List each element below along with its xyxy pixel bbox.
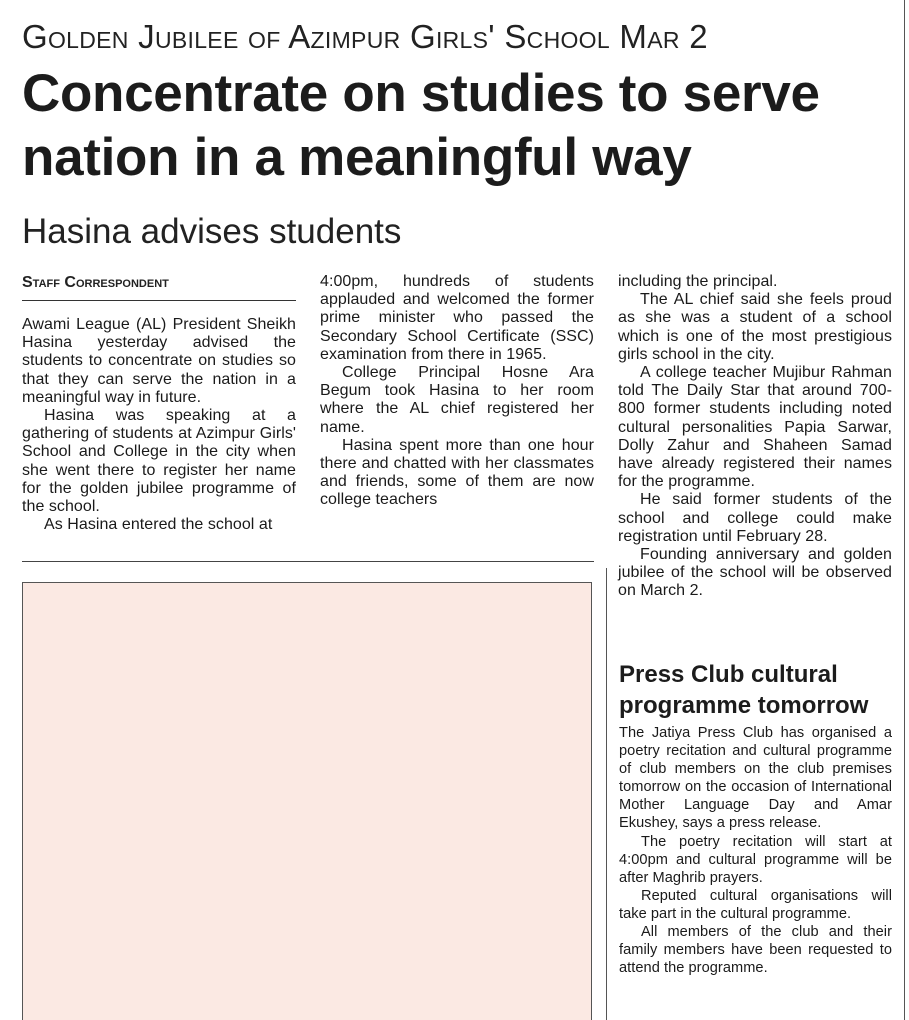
article-paragraph: The AL chief said she feels proud as she was a student of a school which is one of the most prestigious girls school in the city. bbox=[618, 291, 892, 363]
column-divider bbox=[606, 568, 607, 1020]
headline-line-2: nation in a meaningful way bbox=[22, 128, 692, 187]
sidebar-paragraph: The Jatiya Press Club has organised a poetry recitation and cultural programme of club members on the club premises tomorrow on the occasion of International Mother Language Day and Amar Ekushey, says a press release. bbox=[619, 725, 892, 832]
sidebar-paragraph: Reputed cultural organisations will take part in the cultural programme. bbox=[619, 887, 892, 922]
article-paragraph: 4:00pm, hundreds of students applauded and welcomed the former prime minister who passed the Secondary School Certificate (SSC) examination from there in 1965. bbox=[320, 273, 594, 363]
kicker-text: Golden Jubilee of Azimpur Girls' School Mar 2 bbox=[22, 18, 708, 55]
page-edge-rule bbox=[904, 0, 905, 1020]
sidebar-paragraph: The poetry recitation will start at 4:00pm and cultural programme will be after Maghrib prayers. bbox=[619, 833, 892, 886]
article-paragraph: Founding anniversary and golden jubilee of the school will be observed on March 2. bbox=[618, 546, 892, 600]
article-column-2 bbox=[320, 273, 594, 510]
article-paragraph: As Hasina entered the school at bbox=[44, 516, 273, 534]
article-column-3 bbox=[618, 273, 892, 601]
sidebar-headline-line-1: Press Club cultural bbox=[619, 661, 838, 688]
subheadline: Hasina advises students bbox=[22, 212, 402, 251]
byline bbox=[22, 274, 169, 292]
article-paragraph: Hasina spent more than one hour there and chatted with her classmates and friends, some of them are now college teachers bbox=[320, 436, 594, 509]
article-paragraph: He said former students of the school and college could make registration until February 28. bbox=[618, 491, 892, 545]
sidebar-headline bbox=[619, 659, 901, 721]
article-bottom-divider bbox=[22, 561, 594, 562]
sidebar-paragraph: All members of the club and their family members have been requested to attend the programme. bbox=[619, 924, 892, 977]
byline-divider bbox=[22, 300, 296, 301]
article-paragraph: Awami League (AL) President Sheikh Hasina yesterday advised the students to concentrate on studies so that they can serve the nation in a meaningful way in future. bbox=[22, 316, 296, 406]
sidebar-story-body bbox=[619, 724, 892, 977]
article-paragraph: Hasina was speaking at a gathering of students at Azimpur Girls' School and College in the city when she went there to register her name for the golden jubilee programme of the school. bbox=[22, 407, 296, 516]
article-column-1 bbox=[22, 316, 296, 534]
headline bbox=[22, 62, 902, 190]
byline-text: Staff Correspondent bbox=[22, 274, 169, 291]
headline-line-1: Concentrate on studies to serve bbox=[22, 64, 820, 123]
photo-placeholder bbox=[22, 582, 592, 1020]
sidebar-headline-line-2: programme tomorrow bbox=[619, 692, 869, 719]
article-paragraph: A college teacher Mujibur Rahman told The Daily Star that around 700-800 former students including noted cultural personalities Papia Sarwar, Dolly Zahur and Shaheen Samad have already registered their names for the programme. bbox=[618, 364, 892, 491]
kicker bbox=[22, 18, 708, 56]
article-paragraph: College Principal Hosne Ara Begum took Hasina to her room where the AL chief registered her name. bbox=[320, 364, 594, 436]
article-paragraph: including the principal. bbox=[618, 273, 778, 290]
